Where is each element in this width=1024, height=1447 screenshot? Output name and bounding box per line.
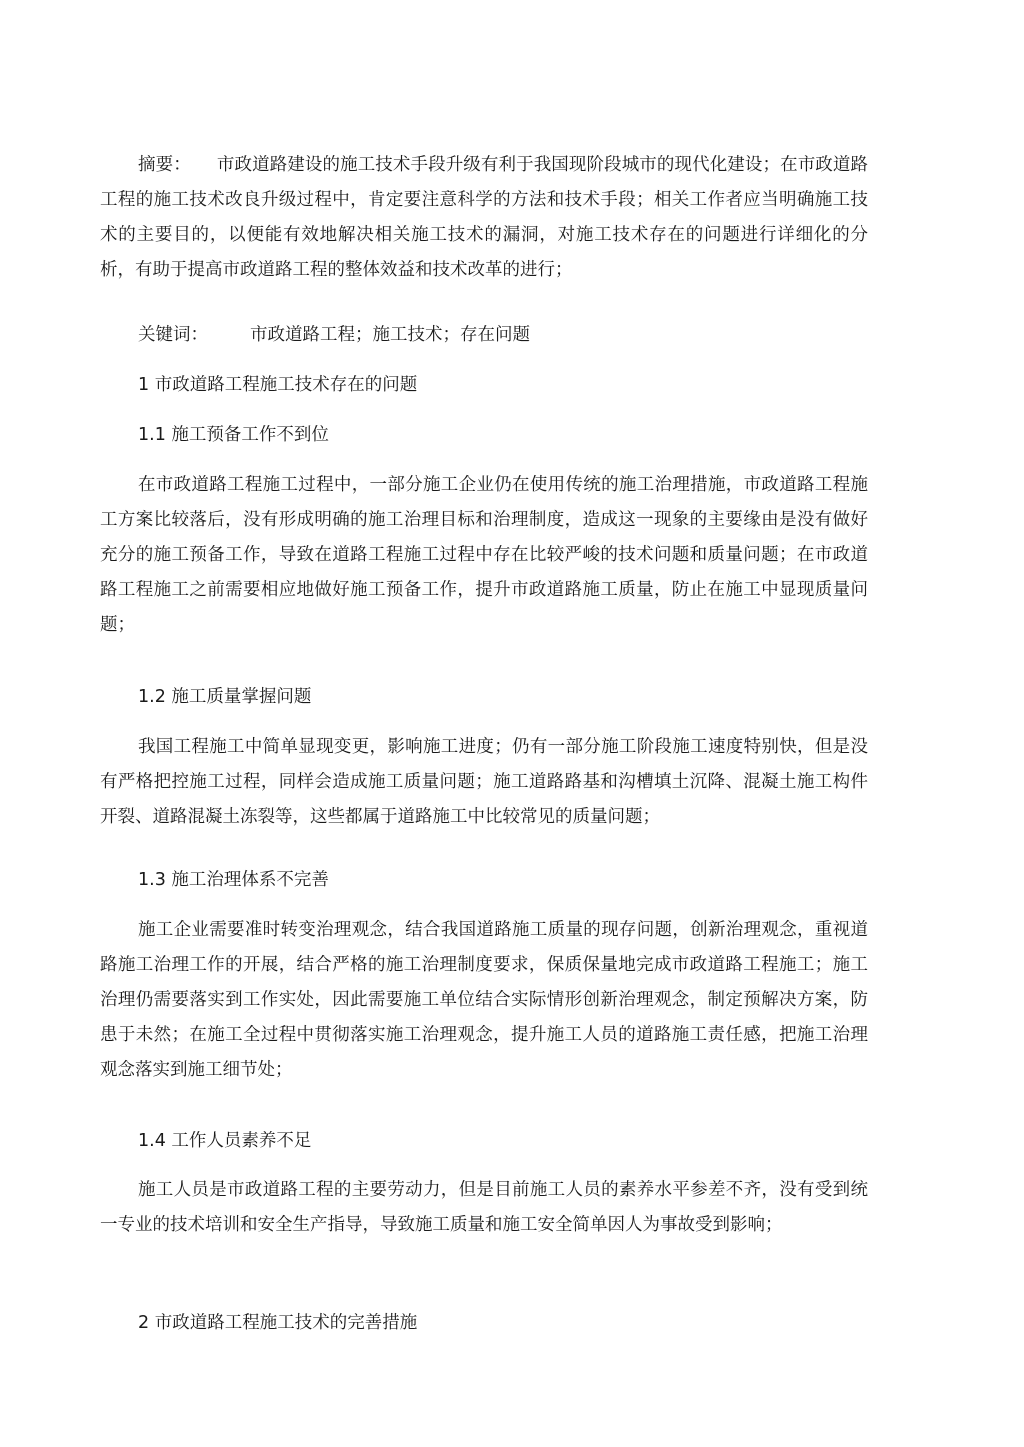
keywords-label: 关键词： (138, 325, 208, 345)
section-1-2-heading: 1.2 施工质量掌握问题 (138, 687, 312, 707)
abstract-text: 市政道路建设的施工技术手段升级有利于我国现阶段城市的现代化建设；在市政道路工程的施工技术改良升级过程中，肯定要注意科学的方法和技术手段；相关工作者应当明确施工技术的主要目的，以便能有效地解决相关施工技术的漏洞，对施工技术存在的问题进行详细化的分析，有助于提高市政道路工程的整体效益和技术改革的进行； (100, 155, 869, 280)
abstract-label: 摘要： (138, 155, 191, 175)
abstract-paragraph (100, 148, 868, 288)
section-1-3-paragraph: 施工企业需要准时转变治理观念，结合我国道路施工质量的现存问题，创新治理观念，重视道路施工治理工作的开展，结合严格的施工治理制度要求，保质保量地完成市政道路工程施工；施工治理仍需要落实到工作实处，因此需要施工单位结合实际情形创新治理观念，制定预解决方案，防患于未然；在施工全过程中贯彻落实施工治理观念，提升施工人员的道路施工责任感，把施工治理观念落实到施工细节处； (100, 920, 868, 1080)
section-1-4-paragraph: 施工人员是市政道路工程的主要劳动力，但是目前施工人员的素养水平参差不齐，没有受到统一专业的技术培训和安全生产指导，导致施工质量和施工安全简单因人为事故受到影响； (100, 1180, 868, 1235)
section-2-heading: 2 市政道路工程施工技术的完善措施 (138, 1313, 418, 1333)
section-1-1-heading: 1.1 施工预备工作不到位 (138, 425, 329, 445)
section-1-4-heading: 1.4 工作人员素养不足 (138, 1131, 312, 1151)
keywords-line (138, 318, 838, 353)
section-1-heading: 1 市政道路工程施工技术存在的问题 (138, 375, 418, 395)
keywords-text: 市政道路工程；施工技术；存在问题 (250, 325, 530, 345)
section-1-1-paragraph: 在市政道路工程施工过程中，一部分施工企业仍在使用传统的施工治理措施，市政道路工程施工方案比较落后，没有形成明确的施工治理目标和治理制度，造成这一现象的主要缘由是没有做好充分的施工预备工作，导致在道路工程施工过程中存在比较严峻的技术问题和质量问题；在市政道路工程施工之前需要相应地做好施工预备工作，提升市政道路施工质量，防止在施工中显现质量问题； (100, 475, 868, 635)
section-1-2-paragraph: 我国工程施工中简单显现变更，影响施工进度；仍有一部分施工阶段施工速度特别快，但是没有严格把控施工过程，同样会造成施工质量问题；施工道路路基和沟槽填土沉降、混凝土施工构件开裂、道路混凝土冻裂等，这些都属于道路施工中比较常见的质量问题； (100, 737, 868, 827)
section-1-3-heading: 1.3 施工治理体系不完善 (138, 870, 329, 890)
